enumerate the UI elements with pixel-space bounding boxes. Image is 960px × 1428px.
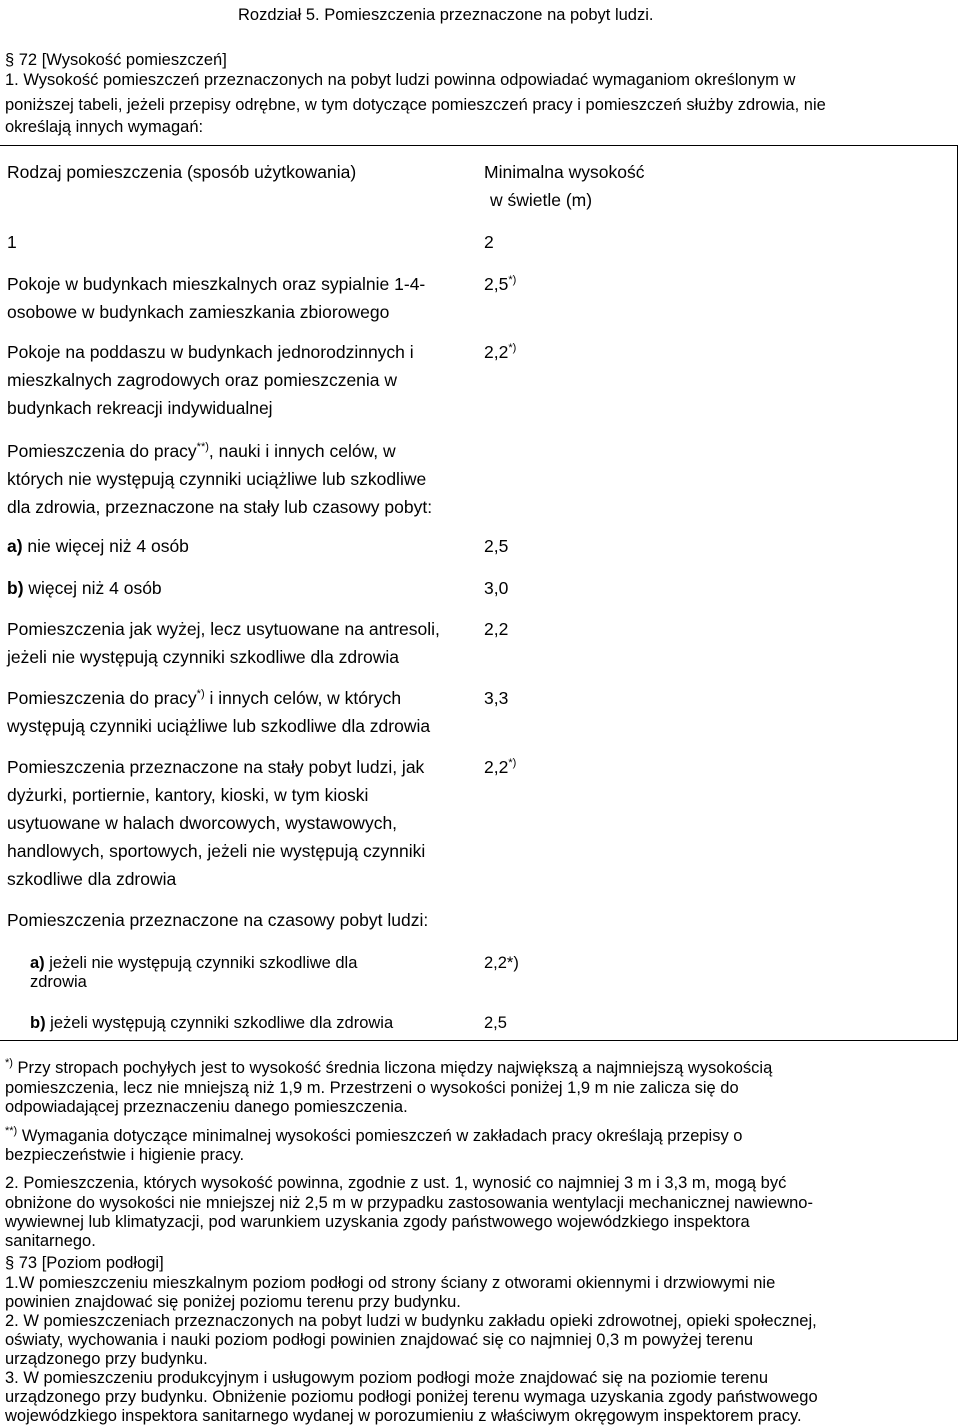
row-text: a) jeżeli nie występują czynniki szkodliwe dla [30, 954, 358, 972]
row-value: 2,2*) [484, 757, 517, 777]
row-value: 2,5 [484, 1014, 507, 1032]
table-header-col2-unit: w świetle (m) [490, 190, 593, 210]
row-text: mieszkalnych zagrodowych oraz pomieszczenia w [7, 370, 398, 390]
row-text: których nie występują czynniki uciążliwe lub szkodliwe [7, 469, 427, 489]
table-col-number: 1 [7, 232, 17, 252]
para-line: 2. Pomieszczenia, których wysokość powinna, zgodnie z ust. 1, wynosić co najmniej 3 m i 3,3 m, mogą być [5, 1174, 787, 1192]
table-col-number: 2 [484, 232, 494, 252]
footnote-1-line: pomieszczenia, lecz nie mniejszą niż 1,9 m. Przestrzeni o wysokości poniżej 1,9 m nie zalicza się do [5, 1079, 739, 1097]
sec73-line: wojewódzkiego inspektora sanitarnego wydanej w porozumieniu z właściwym okręgowym inspektorem pracy. [5, 1407, 802, 1425]
height-table [0, 145, 960, 1045]
row-text: budynkach rekreacji indywidualnej [7, 398, 273, 418]
row-value: 2,5*) [484, 274, 517, 294]
sec73-line: oświaty, wychowania i nauki poziom podłogi powinien znajdować się co najmniej 0,3 m powyżej terenu [5, 1331, 754, 1349]
row-text: a) nie więcej niż 4 osób [7, 536, 189, 556]
row-text: jeżeli nie występują czynniki szkodliwe dla zdrowia [7, 647, 399, 667]
footnote-2-line: bezpieczeństwie i higienie pracy. [5, 1146, 245, 1164]
row-value: 2,2 [484, 619, 509, 639]
row-text: usytuowane w halach dworcowych, wystawowych, [7, 813, 398, 833]
row-text: osobowe w budynkach zamieszkania zbiorowego [7, 302, 390, 322]
sec73-line: 1.W pomieszczeniu mieszkalnym poziom podłogi od strony ściany z otworami okiennymi i drzwiowymi nie [5, 1274, 776, 1292]
chapter-heading: Rozdział 5. Pomieszczenia przeznaczone na pobyt ludzi. [238, 6, 654, 24]
sec73-line: urządzonego przy budynku. Obniżenie poziomu podłogi poniżej terenu wymaga uzyskania zgody państwowego [5, 1388, 818, 1406]
row-text: zdrowia [30, 973, 87, 991]
para-line: sanitarnego. [5, 1232, 96, 1250]
row-text: b) jeżeli występują czynniki szkodliwe dla zdrowia [30, 1014, 394, 1032]
row-text: szkodliwe dla zdrowia [7, 869, 177, 889]
row-value: 2,2*) [484, 342, 517, 362]
row-text: Pomieszczenia do pracy*) i innych celów, w których [7, 688, 402, 708]
sec73-line: powinien znajdować się poniżej poziomu terenu przy budynku. [5, 1293, 461, 1311]
row-text: występują czynniki uciążliwe lub szkodliwe dla zdrowia [7, 716, 431, 736]
row-text: dyżurki, portiernie, kantory, kioski, w tym kioski [7, 785, 369, 805]
row-value: 3,0 [484, 578, 509, 598]
row-text: handlowych, sportowych, jeżeli nie występują czynniki [7, 841, 426, 861]
footnote-1: *) Przy stropach pochyłych jest to wysokość średnia liczona między największą a najmniejszą wysokością [5, 1057, 773, 1077]
footnote-2: **) Wymagania dotyczące minimalnej wysokości pomieszczeń w zakładach pracy określają przepisy o [5, 1125, 743, 1145]
row-text: Pomieszczenia przeznaczone na czasowy pobyt ludzi: [7, 910, 429, 930]
para-line: wywiewnej lub klimatyzacji, pod warunkiem uzyskania zgody państwowego wojewódzkiego inspektora [5, 1213, 750, 1231]
sec72-intro-line: poniższej tabeli, jeżeli przepisy odrębne, w tym dotyczące pomieszczeń pracy i pomieszczeń służby zdrowia, nie [5, 96, 826, 114]
sec72-intro-line: 1. Wysokość pomieszczeń przeznaczonych na pobyt ludzi powinna odpowiadać wymaganiom określonym w [5, 71, 796, 89]
row-text: dla zdrowia, przeznaczone na stały lub czasowy pobyt: [7, 497, 433, 517]
footnote-1-line: odpowiadającej przeznaczeniu danego pomieszczenia. [5, 1098, 408, 1116]
row-value: 3,3 [484, 688, 509, 708]
row-text: Pomieszczenia do pracy**), nauki i innych celów, w [7, 441, 396, 461]
sec73-line: urządzonego przy budynku. [5, 1350, 208, 1368]
row-value: 2,5 [484, 536, 509, 556]
row-text: Pokoje w budynkach mieszkalnych oraz sypialnie 1-4- [7, 274, 426, 294]
sec73-line: 3. W pomieszczeniu produkcyjnym i usługowym poziom podłogi może znajdować się na poziomie terenu [5, 1369, 769, 1387]
section-73-title: § 73 [Poziom podłogi] [5, 1254, 164, 1272]
sec73-line: 2. W pomieszczeniach przeznaczonych na pobyt ludzi w budynku zakładu opieki zdrowotnej, opieki społecznej, [5, 1312, 817, 1330]
row-value: 2,2*) [484, 954, 519, 972]
row-text: Pomieszczenia jak wyżej, lecz usytuowane na antresoli, [7, 619, 440, 639]
row-text: Pomieszczenia przeznaczone na stały pobyt ludzi, jak [7, 757, 425, 777]
table-header-col2: Minimalna wysokość [484, 162, 645, 182]
table-header-col1: Rodzaj pomieszczenia (sposób użytkowania) [7, 162, 357, 182]
row-text: b) więcej niż 4 osób [7, 578, 162, 598]
row-text: Pokoje na poddaszu w budynkach jednorodzinnych i [7, 342, 414, 362]
para-line: obniżone do wysokości nie mniejszej niż 2,5 m w przypadku zastosowania wentylacji mechanicznej nawiewno- [5, 1194, 813, 1212]
sec72-intro-line: określają innych wymagań: [5, 118, 204, 136]
section-72-title: § 72 [Wysokość pomieszczeń] [5, 51, 227, 69]
